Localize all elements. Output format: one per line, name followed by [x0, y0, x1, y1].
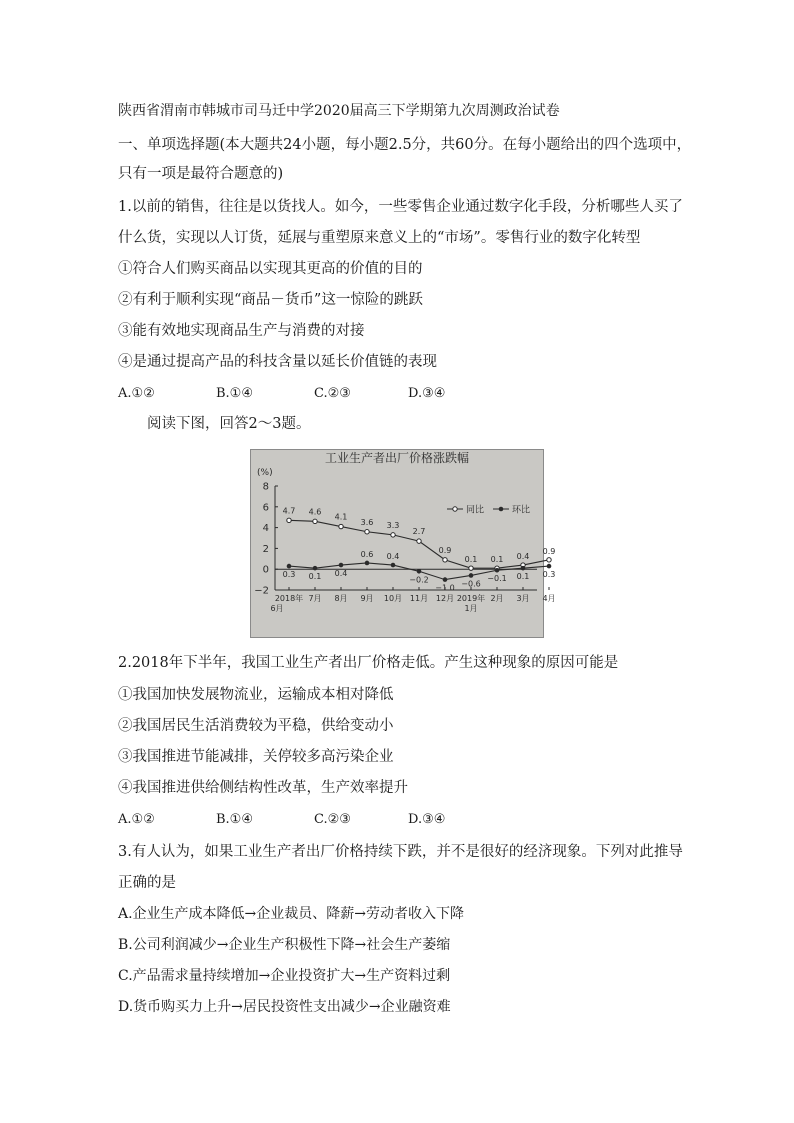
x-tick-label: 8月 [334, 594, 348, 603]
y-tick-label: 4 [262, 523, 269, 535]
data-point-huanbi [287, 564, 292, 569]
data-label-tongbi: 0.9 [542, 546, 556, 556]
section-heading: 一、单项选择题(本大题共24小题，每小题2.5分，共60分。在每小题给出的四个选项中， [118, 137, 692, 153]
q3-option-d[interactable]: D.货币购买力上升→居民投资性支出减少→企业融资难 [118, 999, 451, 1015]
data-point-huanbi [339, 563, 344, 568]
data-point-huanbi [495, 568, 500, 573]
data-label-tongbi: 3.6 [360, 517, 374, 527]
data-point-huanbi [417, 569, 422, 574]
data-point-tongbi [313, 519, 317, 523]
q1-option-d[interactable]: D.③④ [408, 386, 446, 401]
q2-item-4: ④我国推进供给侧结构性改革，生产效率提升 [118, 780, 408, 796]
data-label-tongbi: 2.7 [412, 527, 426, 537]
x-tick-label: 10月 [383, 594, 403, 603]
data-label-tongbi: 0.1 [464, 555, 478, 565]
y-tick-label: 0 [262, 564, 269, 576]
data-label-huanbi: −0.1 [487, 574, 507, 584]
data-point-huanbi [313, 566, 318, 571]
q1-item-4: ④是通过提高产品的科技含量以延长价值链的表现 [118, 354, 437, 370]
q3-stem-cont: 正确的是 [118, 875, 176, 891]
data-label-tongbi: 3.3 [386, 520, 400, 530]
q1-option-a[interactable]: A.①② [118, 386, 155, 401]
x-tick-label: 11月 [409, 594, 429, 603]
data-point-tongbi [469, 566, 473, 570]
q1-item-3: ③能有效地实现商品生产与消费的对接 [118, 323, 365, 339]
data-label-huanbi: 0.6 [360, 549, 374, 559]
q2-option-b[interactable]: B.①④ [216, 812, 253, 827]
q3-option-a[interactable]: A.企业生产成本降低→企业裁员、降薪→劳动者收入下降 [118, 906, 465, 922]
data-label-huanbi: 0.4 [334, 569, 348, 579]
x-tick-label: 2019年 [456, 594, 486, 603]
data-label-huanbi: 0.1 [308, 572, 322, 582]
y-tick-label: 6 [262, 502, 269, 514]
x-tick-label: 3月 [516, 594, 530, 603]
x-tick-sublabel: 1月 [464, 604, 478, 613]
q1-item-2: ②有利于顺利实现“商品－货币”这一惊险的跳跃 [118, 292, 423, 308]
q2-option-c[interactable]: C.②③ [314, 812, 351, 827]
data-point-tongbi [547, 558, 551, 562]
data-point-huanbi [443, 577, 448, 582]
y-tick-label: 8 [262, 481, 269, 493]
data-label-huanbi: −1.0 [435, 583, 455, 593]
q1-option-c[interactable]: C.②③ [314, 386, 351, 401]
q3-option-b[interactable]: B.公司利润减少→企业生产积极性下降→社会生产萎缩 [118, 937, 451, 953]
data-label-huanbi: 0.1 [516, 572, 530, 582]
data-label-tongbi: 0.4 [516, 552, 530, 562]
q2-stem: 2.2018年下半年，我国工业生产者出厂价格走低。产生这种现象的原因可能是 [118, 655, 619, 671]
data-point-tongbi [391, 533, 395, 537]
x-tick-label: 2018年 [274, 594, 304, 603]
x-tick-label: 2月 [490, 594, 504, 603]
data-point-tongbi [365, 530, 369, 534]
q2-item-1: ①我国加快发展物流业，运输成本相对降低 [118, 687, 394, 703]
x-tick-sublabel: 6月 [270, 604, 284, 613]
legend-marker-tongbi [453, 507, 457, 511]
y-axis-unit: (%) [257, 468, 273, 478]
y-tick-label: −2 [254, 585, 269, 597]
data-label-tongbi: 4.1 [334, 512, 348, 522]
x-tick-label: 7月 [308, 594, 322, 603]
q2-option-a[interactable]: A.①② [118, 812, 155, 827]
q3-stem: 3.有人认为，如果工业生产者出厂价格持续下跌，并不是很好的经济现象。下列对此推导 [118, 844, 683, 860]
data-label-tongbi: 0.1 [490, 555, 504, 565]
q3-option-c[interactable]: C.产品需求量持续增加→企业投资扩大→生产资料过剩 [118, 968, 451, 984]
read-instruction: 阅读下图，回答2～3题。 [147, 416, 311, 432]
y-tick-label: 2 [262, 543, 269, 555]
q1-item-1: ①符合人们购买商品以实现其更高的价值的目的 [118, 261, 423, 277]
price-chart [250, 449, 556, 638]
data-label-tongbi: 0.9 [438, 545, 452, 555]
legend-label-huanbi: 环比 [512, 505, 531, 516]
doc-title: 陕西省渭南市韩城市司马迁中学2020届高三下学期第九次周测政治试卷 [118, 103, 560, 119]
data-point-tongbi [417, 539, 421, 543]
data-point-tongbi [287, 518, 291, 522]
q2-item-2: ②我国居民生活消费较为平稳，供给变动小 [118, 718, 394, 734]
legend-label-tongbi: 同比 [466, 505, 485, 516]
data-point-tongbi [443, 558, 447, 562]
data-point-huanbi [547, 564, 552, 569]
chart-title: 工业生产者出厂价格涨跌幅 [324, 451, 470, 465]
data-point-huanbi [391, 563, 396, 568]
data-label-huanbi: 0.4 [386, 552, 400, 562]
q2-item-3: ③我国推进节能减排，关停较多高污染企业 [118, 749, 394, 765]
x-tick-label: 4月 [542, 594, 556, 603]
data-label-huanbi: −0.2 [409, 575, 429, 585]
data-label-tongbi: 4.7 [282, 506, 296, 516]
q2-option-d[interactable]: D.③④ [408, 812, 446, 827]
data-label-huanbi: −0.6 [461, 579, 481, 589]
data-point-huanbi [365, 561, 370, 566]
section-heading-cont: 只有一项是最符合题意的) [118, 166, 284, 182]
q1-stem-cont: 什么货，实现以人订货，延展与重塑原来意义上的“市场”。零售行业的数字化转型 [118, 230, 641, 246]
data-label-huanbi: 0.3 [282, 570, 296, 580]
x-tick-label: 9月 [360, 594, 374, 603]
data-label-tongbi: 4.6 [308, 507, 322, 517]
data-point-huanbi [469, 573, 474, 578]
data-point-huanbi [521, 566, 526, 571]
x-tick-label: 12月 [435, 594, 455, 603]
legend-marker-huanbi [499, 507, 504, 512]
chart-svg [251, 450, 556, 637]
q1-option-b[interactable]: B.①④ [216, 386, 253, 401]
data-label-huanbi: 0.3 [542, 570, 556, 580]
data-point-tongbi [339, 524, 343, 528]
q1-stem: 1.以前的销售，往往是以货找人。如今，一些零售企业通过数字化手段，分析哪些人买了 [118, 199, 683, 215]
